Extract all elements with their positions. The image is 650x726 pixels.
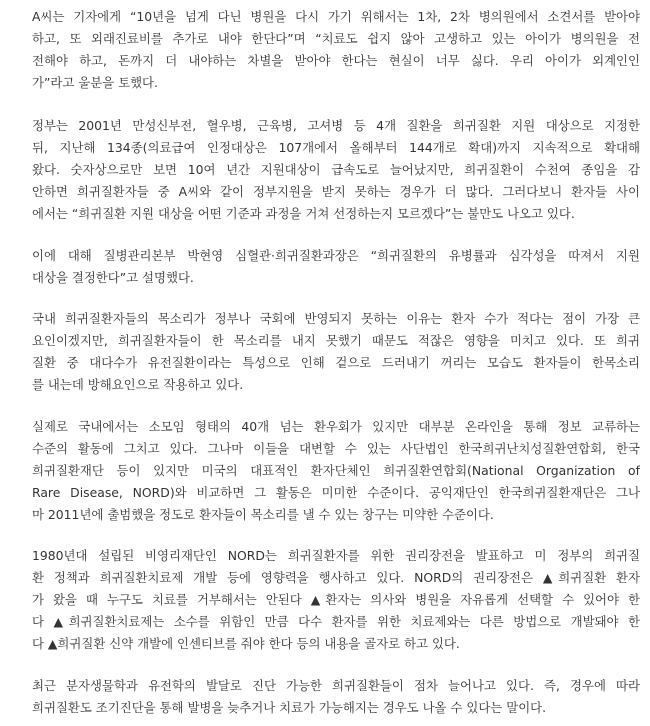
text-line: 최근 분자생물학과 유전학의 발달로 진단 가능한 희귀질환들이 점차 늘어나고 있다. 즉, 경우에 따라	[32, 678, 640, 693]
text-line: 전해야 하고, 돈까지 더 내야하는 차별을 받아야 한다는 현실이 너무 싫다. 우리 아이가 외계인인	[32, 53, 640, 68]
text-line: 안하면 희귀질환자들 중 A씨와 같이 정부지원을 받지 못하는 경우가 더 많다. 그러다보니 환자들 사이	[32, 184, 640, 199]
text-line: 희귀질환재단 등이 있지만 미국의 대표적인 환자단체인 희귀질환연합회(National Organization of	[32, 463, 640, 478]
text-line: 수준의 활동에 그치고 있다. 그나마 이들을 대변할 수 있는 사단법인 한국희귀난치성질환연합회, 한국	[32, 441, 640, 456]
text-line: 가”라고 울분을 토했다.	[32, 75, 158, 90]
text-line: 왔다. 숫자상으로만 보면 10여 년간 지원대상이 급속도로 늘어났지만, 희귀질환이 수천여 종임을 감	[32, 162, 640, 177]
text-line: 다 ▲희귀질환치료제는 소수를 위함인 만큼 다수 환자를 위한 치료제와는 다른 방법으로 개발돼야 한	[32, 614, 640, 629]
text-line: 다 ▲희귀질환 신약 개발에 인센티브를 줘야 한다 등의 내용을 골자로 하고 있다.	[32, 636, 460, 651]
text-line: 요인이겠지만, 희귀질환자들이 한 목소리를 내지 못했기 때문도 적잖은 영향을 미치고 있다. 또 희귀	[32, 333, 640, 348]
text-line: 뒤, 지난해 134종(의료급여 인정대상은 107개에서 올해부터 144개로 확대)까지 지속적으로 확대해	[32, 140, 640, 155]
text-line: 정부는 2001년 만성신부전, 혈우병, 근육병, 고셔병 등 4개 질환을 희귀질환 지원 대상으로 지정한	[32, 118, 640, 133]
text-line: 를 내는데 방해요인으로 작용하고 있다.	[32, 377, 244, 392]
text-line: 이에 대해 질병관리본부 박현영 심혈관·희귀질환과장은 “희귀질환의 유병률과 심각성을 따져서 지원	[32, 248, 640, 263]
text-line: 가 왔을 때 누구도 치료를 거부해서는 안된다 ▲환자는 의사와 병원을 자유롭게 선택할 수 있어야 한	[32, 592, 640, 607]
text-line: 실제로 국내에서는 소모임 형태의 40개 넘는 환우회가 있지만 대부분 온라인을 통해 정보 교류하는	[32, 419, 640, 434]
text-line: A씨는 기자에게 “10년을 넘게 다닌 병원을 다시 가기 위해서는 1차, 2차 병의원에서 소견서를 받아야	[32, 9, 640, 24]
text-line: 마 2011년에 출범했을 정도로 환자들이 목소리를 낼 수 있는 창구는 미약한 수준이다.	[32, 507, 494, 522]
text-line: 국내 희귀질환자들의 목소리가 정부나 국회에 반영되지 못하는 이유는 환자 수가 적다는 점이 가장 큰	[32, 311, 640, 326]
text-line: 에서는 “희귀질환 지원 대상을 어떤 기준과 과정을 거쳐 선정하는지 모르겠다”는 불만도 나오고 있다.	[32, 206, 575, 221]
text-line: Rare Disease, NORD)와 비교하면 그 활동은 미미한 수준이다. 공익재단인 한국희귀질환재단은 그나	[32, 485, 640, 500]
text-line: 하고, 또 외래진료비를 추가로 내야 한단다”며 “치료도 쉽지 않아 고생하고 있는 아이가 병의원을 전	[32, 31, 640, 46]
text-line: 환 정책과 희귀질환치료제 개발 등에 영향력을 행사하고 있다. NORD의 권리장전은 ▲희귀질환 환자	[32, 570, 640, 585]
text-line: 1980년대 설립된 비영리재단인 NORD는 희귀질환자를 위한 권리장전을 발표하고 미 정부의 희귀질	[32, 548, 640, 563]
text-line: 희귀질환도 조기진단을 통해 발병을 늦추거나 치료가 가능해지는 경우도 나올 수 있다는 말이다.	[32, 700, 547, 715]
text-line: 대상을 결정한다”고 설명했다.	[32, 270, 194, 285]
text-line: 질환 중 대다수가 유전질환이라는 특성으로 인해 겉으로 드러내기 꺼리는 모습도 환자들이 한목소리	[32, 355, 640, 370]
